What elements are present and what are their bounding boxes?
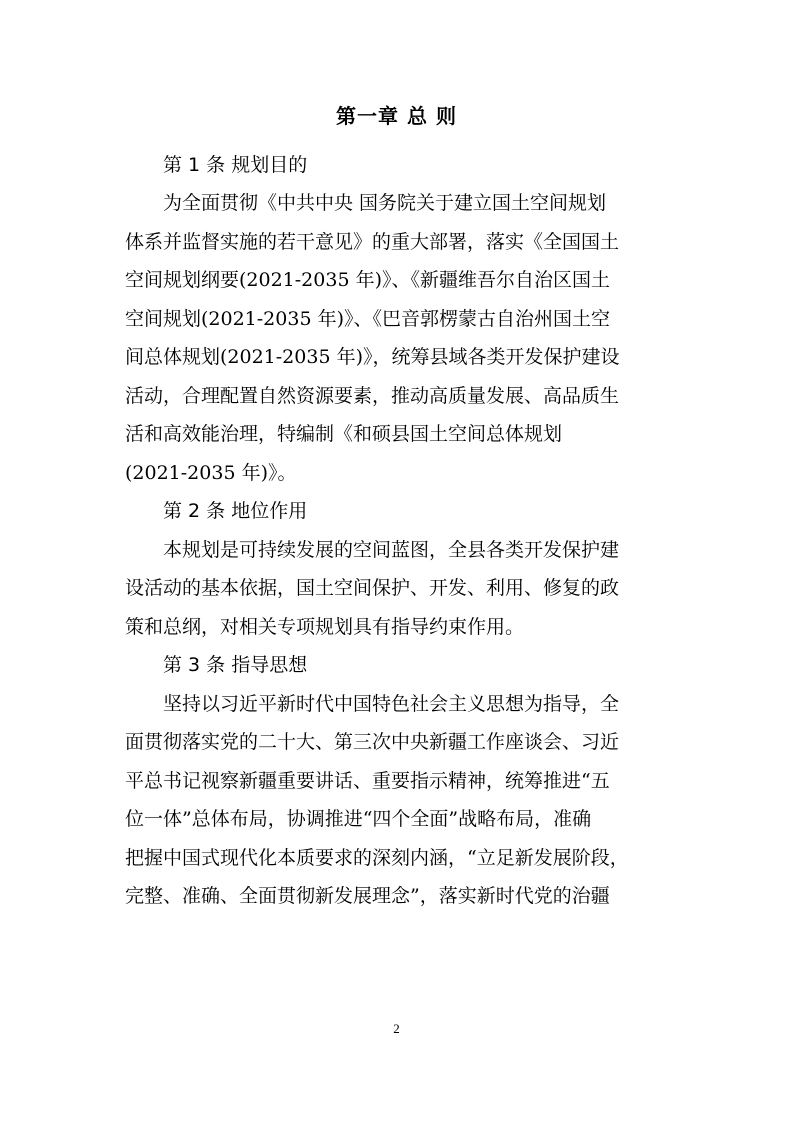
article-3-line-1: 坚持以习近平新时代中国特色社会主义思想为指导，全 — [163, 693, 620, 715]
page-number: 2 — [393, 1021, 400, 1036]
article-3-line-2: 面贯彻落实党的二十大、第三次中央新疆工作座谈会、习近 — [125, 731, 620, 753]
article-1-line-2: 体系并监督实施的若干意见》的重大部署，落实《全国国土 — [125, 231, 620, 253]
article-3-line-3: 平总书记视察新疆重要讲话、重要指示精神，统筹推进“五 — [125, 770, 610, 792]
article-3-line-6: 完整、准确、全面贯彻新发展理念”，落实新时代党的治疆 — [125, 885, 610, 907]
article-3-heading: 第 3 条 指导思想 — [163, 654, 308, 676]
article-1-heading: 第 1 条 规划目的 — [163, 154, 308, 176]
article-1-line-5: 间总体规划(2021-2035 年)》，统筹县域各类开发保护建设 — [125, 346, 620, 368]
article-2-line-3: 策和总纲，对相关专项规划具有指导约束作用。 — [125, 616, 525, 638]
article-1-line-6: 活动，合理配置自然资源要素，推动高质量发展、高品质生 — [125, 385, 620, 407]
article-1-line-1: 为全面贯彻《中共中央 国务院关于建立国土空间规划 — [163, 192, 607, 214]
article-1-line-8: (2021-2035 年)》。 — [125, 462, 297, 484]
article-2-heading: 第 2 条 地位作用 — [163, 500, 308, 522]
chapter-title: 第一章 总 则 — [336, 104, 457, 128]
article-3-line-5: 把握中国式现代化本质要求的深刻内涵，“立足新发展阶段， — [125, 847, 629, 869]
article-1-line-7: 活和高效能治理，特编制《和硕县国土空间总体规划 — [125, 423, 563, 445]
article-1-line-4: 空间规划(2021-2035 年)》、《巴音郭楞蒙古自治州国土空 — [125, 308, 610, 330]
article-3-line-4: 位一体”总体布局，协调推进“四个全面”战略布局，准确 — [125, 808, 592, 830]
article-2-line-1: 本规划是可持续发展的空间蓝图，全县各类开发保护建 — [163, 539, 620, 561]
article-2-line-2: 设活动的基本依据，国土空间保护、开发、利用、修复的政 — [125, 577, 620, 599]
article-1-line-3: 空间规划纲要(2021-2035 年)》、《新疆维吾尔自治区国土 — [125, 269, 610, 291]
